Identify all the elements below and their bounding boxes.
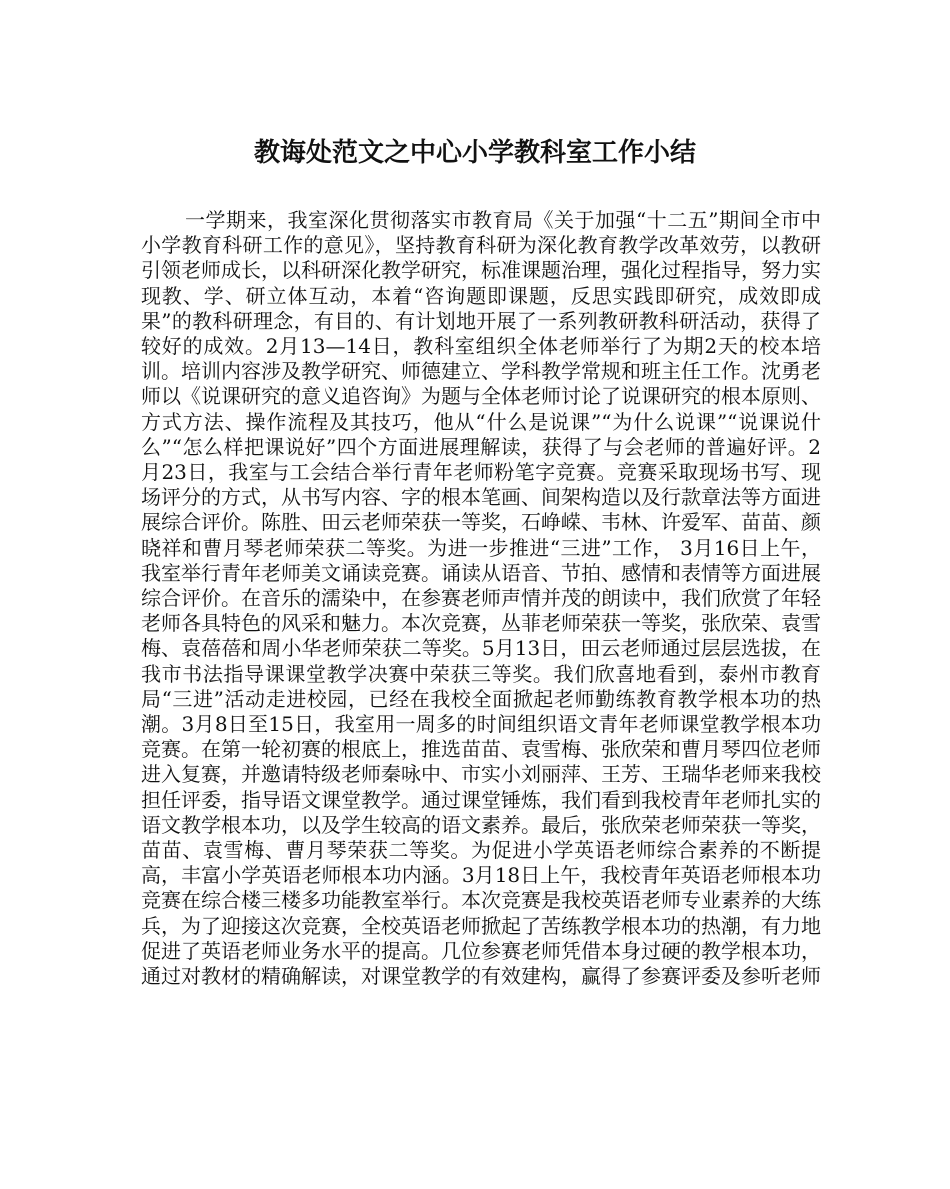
document-body-paragraph: 一学期来，我室深化贯彻落实市教育局《关于加强“十二五”期间全市中小学教育科研工作的意见》，坚持教育科研为深化教育教学改革效劳，以教研引领老师成长，以科研深化教学研究，标准课题治理，强化过程指导，努力实现教、学、研立体互动，本着“咨询题即课题，反思实践即研究，成效即成果”的教科研理念，有目的、有计划地开展了一系列教研教科研活动，获得了较好的成效。2月13—14日，教科室组织全体老师举行了为期2天的校本培训。培训内容涉及教学研究、师德建立、学科教学常规和班主任工作。沈勇老师以《说课研究的意义追咨询》为题与全体老师讨论了说课研究的根本原则、方式方法、操作流程及其技巧，他从“什么是说课”“为什么说课”“说课说什么”“怎么样把课说好”四个方面进展理解读，获得了与会老师的普遍好评。2月23日，我室与工会结合举行青年老师粉笔字竞赛。竞赛采取现场书写、现场评分的方式，从书写内容、字的根本笔画、间架构造以及行款章法等方面进展综合评价。陈胜、田云老师荣获一等奖，石峥嵘、韦林、许爱军、苗苗、颜晓祥和曹月琴老师荣获二等奖。为进一步推进“三进”工作， 3月16日上午，我室举行青年老师美文诵读竞赛。诵读从语音、节拍、感情和表情等方面进展综合评价。在音乐的濡染中，在参赛老师声情并茂的朗读中，我们欣赏了年轻老师各具特色的风采和魅力。本次竞赛，丛菲老师荣获一等奖，张欣荣、袁雪梅、袁蓓蓓和周小华老师荣获二等奖。5月13日，田云老师通过层层选拔，在我市书法指导课课堂教学决赛中荣获三等奖。我们欣喜地看到，泰州市教育局“三进”活动走进校园，已经在我校全面掀起老师勤练教育教学根本功的热潮。3月8日至15日，我室用一周多的时间组织语文青年老师课堂教学根本功竞赛。在第一轮初赛的根底上，推选苗苗、袁雪梅、张欣荣和曹月琴四位老师进入复赛，并邀请特级老师秦咏中、市实小刘丽萍、王芳、王瑞华老师来我校担任评委，指导语文课堂教学。通过课堂锤炼，我们看到我校青年老师扎实的语文教学根本功，以及学生较高的语文素养。最后，张欣荣老师荣获一等奖，苗苗、袁雪梅、曹月琴荣获二等奖。为促进小学英语老师综合素养的不断提高，丰富小学英语老师根本功内涵。3月18日上午，我校青年英语老师根本功竞赛在综合楼三楼多功能教室举行。本次竞赛是我校英语老师专业素养的大练兵，为了迎接这次竞赛，全校英语老师掀起了苦练教学根本功的热潮，有力地促进了英语老师业务水平的提高。几位参赛老师凭借本身过硬的教学根本功，通过对教材的精确解读，对课堂教学的有效建构，赢得了参赛评委及参听老师 <box>141 208 821 989</box>
document-title: 教诲处范文之中心小学教科室工作小结 <box>253 138 696 168</box>
